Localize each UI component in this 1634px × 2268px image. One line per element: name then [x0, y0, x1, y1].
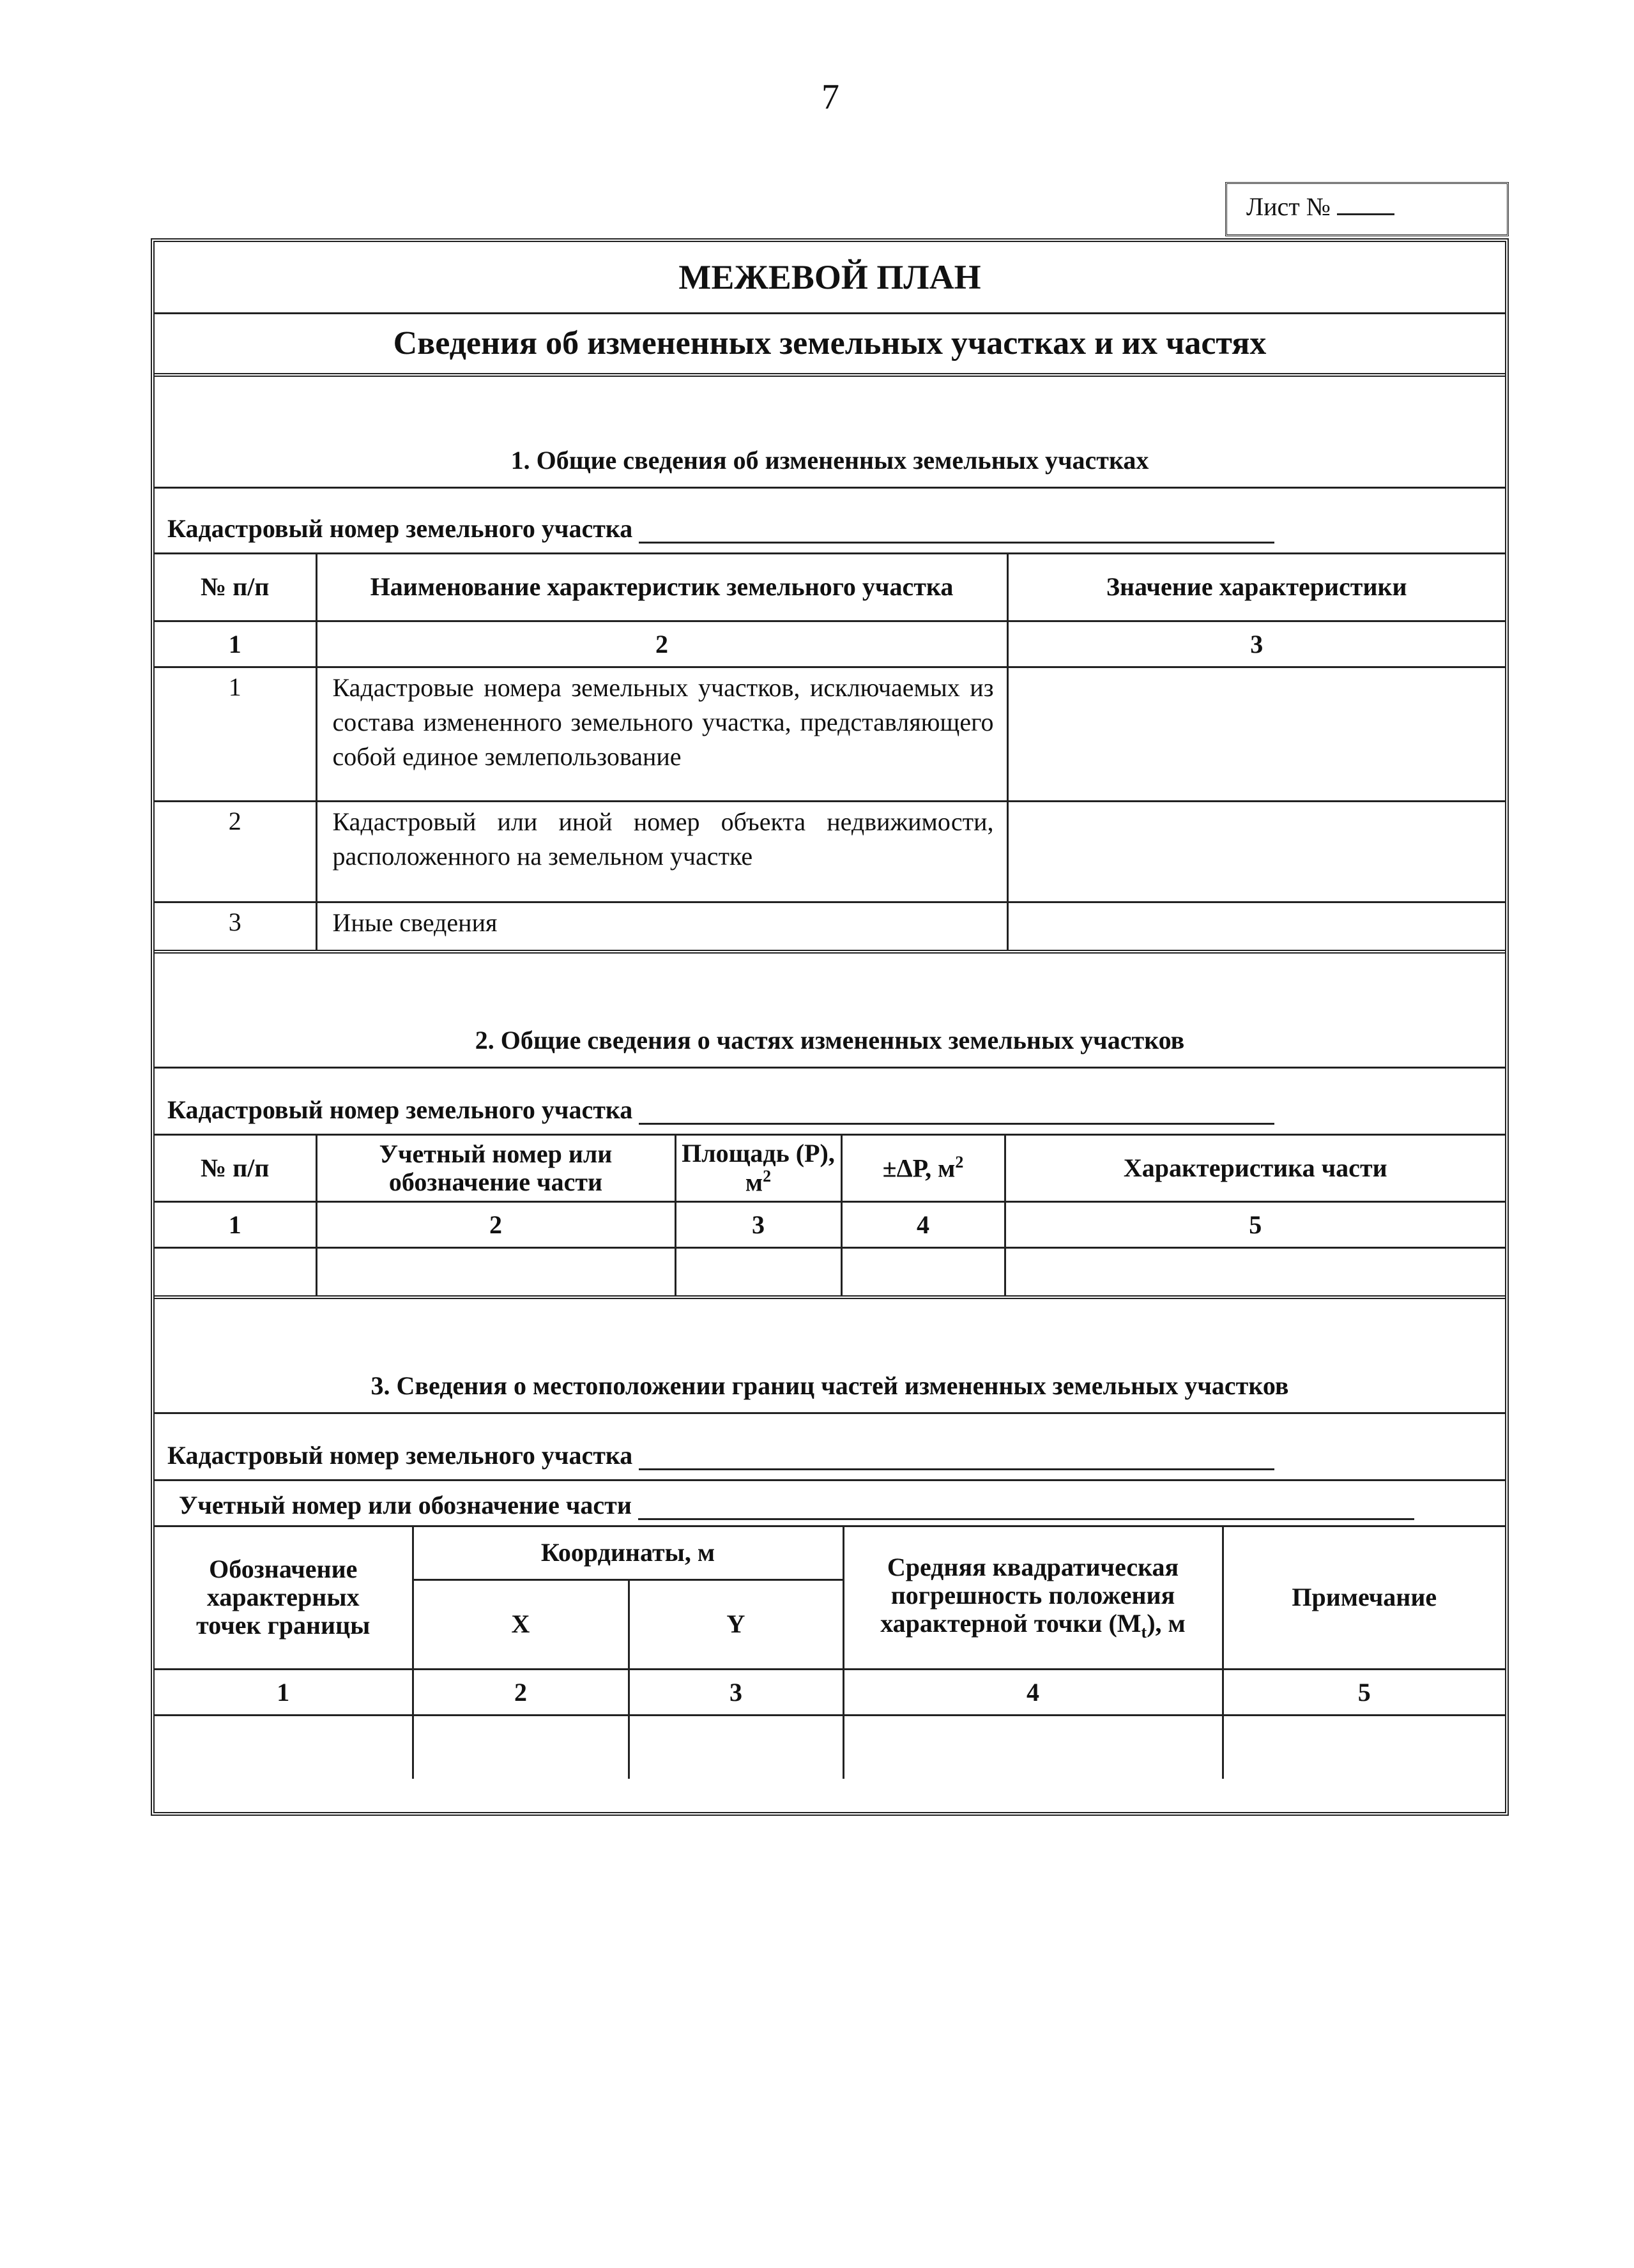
empty-cell[interactable]	[316, 1247, 675, 1295]
col-number: 3	[675, 1201, 841, 1247]
header-area-error	[841, 1136, 1005, 1201]
header-characteristic-name: Наименование характеристик земельного участка	[316, 554, 1007, 621]
error-subscript: t	[1141, 1622, 1147, 1641]
header-row-number: № п/п	[155, 1136, 316, 1201]
row-value-cell[interactable]	[1007, 902, 1505, 950]
header-part-number: Учетный номер или обозначение части	[316, 1136, 675, 1201]
section-3	[155, 1299, 1505, 1779]
header-part-description: Характеристика части	[1005, 1136, 1505, 1201]
row-number: 3	[155, 902, 316, 950]
error-unit: ), м	[1147, 1608, 1186, 1638]
section-2-cadastral-row	[155, 1069, 1505, 1136]
cadastral-label: Кадастровый номер земельного участка	[167, 1441, 633, 1470]
row-characteristic: Иные сведения	[316, 902, 1007, 950]
section-3-table	[155, 1527, 1505, 1779]
col-number: 1	[155, 1201, 316, 1247]
cadastral-number-field[interactable]	[639, 1450, 1274, 1470]
row-number: 2	[155, 801, 316, 902]
section-1-heading: 1. Общие сведения об измененных земельных участках	[155, 377, 1505, 489]
empty-cell[interactable]	[155, 1715, 413, 1779]
part-number-label: Учетный номер или обозначение части	[179, 1491, 632, 1519]
area-error-superscript: 2	[955, 1153, 964, 1172]
table-row	[155, 1247, 1505, 1295]
section-3-cadastral-row	[155, 1414, 1505, 1481]
col-number: 3	[629, 1669, 843, 1715]
header-boundary-points: Обозначение характерных точек границы	[155, 1527, 413, 1669]
error-symbol: (M	[1108, 1608, 1142, 1638]
empty-cell[interactable]	[843, 1715, 1223, 1779]
header-row-number: № п/п	[155, 554, 316, 621]
section-2	[155, 954, 1505, 1299]
table-row	[155, 1715, 1505, 1779]
section-1-cadastral-row	[155, 489, 1505, 554]
row-characteristic: Кадастровые номера земельных участков, исключаемых из состава измененного земельного участка, представляющего собой единое землепользование	[316, 667, 1007, 801]
header-note: Примечание	[1223, 1527, 1505, 1669]
empty-cell[interactable]	[413, 1715, 629, 1779]
col-number: 2	[316, 621, 1007, 667]
col-number: 1	[155, 1669, 413, 1715]
empty-cell[interactable]	[155, 1247, 316, 1295]
section-1-table	[155, 554, 1505, 950]
area-unit-superscript: 2	[763, 1167, 772, 1186]
area-error-label: ±ΔР, м	[882, 1153, 956, 1183]
section-1	[155, 377, 1505, 954]
col-number: 4	[843, 1669, 1223, 1715]
section-3-heading: 3. Сведения о местоположении границ частей измененных земельных участков	[155, 1299, 1505, 1414]
part-number-field[interactable]	[638, 1500, 1414, 1520]
header-coordinates: Координаты, м	[413, 1527, 843, 1579]
sheet-number-box	[1225, 182, 1509, 236]
cadastral-label: Кадастровый номер земельного участка	[167, 1095, 633, 1124]
table-row	[155, 667, 1505, 801]
sheet-label: Лист №	[1246, 192, 1331, 221]
boundary-plan-form	[151, 238, 1509, 1816]
col-number: 2	[413, 1669, 629, 1715]
header-x: X	[413, 1579, 629, 1669]
header-position-error	[843, 1527, 1223, 1669]
area-label: Площадь (Р), м	[682, 1139, 835, 1197]
section-2-heading: 2. Общие сведения о частях измененных земельных участков	[155, 954, 1505, 1069]
col-number: 4	[841, 1201, 1005, 1247]
section-3-part-row	[155, 1481, 1505, 1527]
header-y: Y	[629, 1579, 843, 1669]
page-number: 7	[821, 77, 839, 117]
empty-cell[interactable]	[1005, 1247, 1505, 1295]
position-error-label: Средняя квадратическая погрешность положения характерной точки	[880, 1552, 1179, 1638]
form-title: МЕЖЕВОЙ ПЛАН	[155, 242, 1505, 314]
cadastral-number-field[interactable]	[639, 524, 1274, 544]
cadastral-number-field[interactable]	[639, 1105, 1274, 1125]
cadastral-label: Кадастровый номер земельного участка	[167, 514, 633, 543]
header-area	[675, 1136, 841, 1201]
form-header	[155, 242, 1505, 377]
section-2-table	[155, 1136, 1505, 1295]
empty-cell[interactable]	[841, 1247, 1005, 1295]
empty-cell[interactable]	[1223, 1715, 1505, 1779]
col-number: 5	[1005, 1201, 1505, 1247]
col-number: 3	[1007, 621, 1505, 667]
empty-cell[interactable]	[629, 1715, 843, 1779]
row-value-cell[interactable]	[1007, 667, 1505, 801]
col-number: 5	[1223, 1669, 1505, 1715]
header-characteristic-value: Значение характеристики	[1007, 554, 1505, 621]
row-characteristic: Кадастровый или иной номер объекта недвижимости, расположенного на земельном участке	[316, 801, 1007, 902]
table-row	[155, 801, 1505, 902]
table-row	[155, 902, 1505, 950]
row-value-cell[interactable]	[1007, 801, 1505, 902]
col-number: 2	[316, 1201, 675, 1247]
col-number: 1	[155, 621, 316, 667]
empty-cell[interactable]	[675, 1247, 841, 1295]
sheet-number-field[interactable]	[1337, 194, 1394, 215]
form-subtitle: Сведения об измененных земельных участках и их частях	[393, 325, 1267, 362]
row-number: 1	[155, 667, 316, 801]
